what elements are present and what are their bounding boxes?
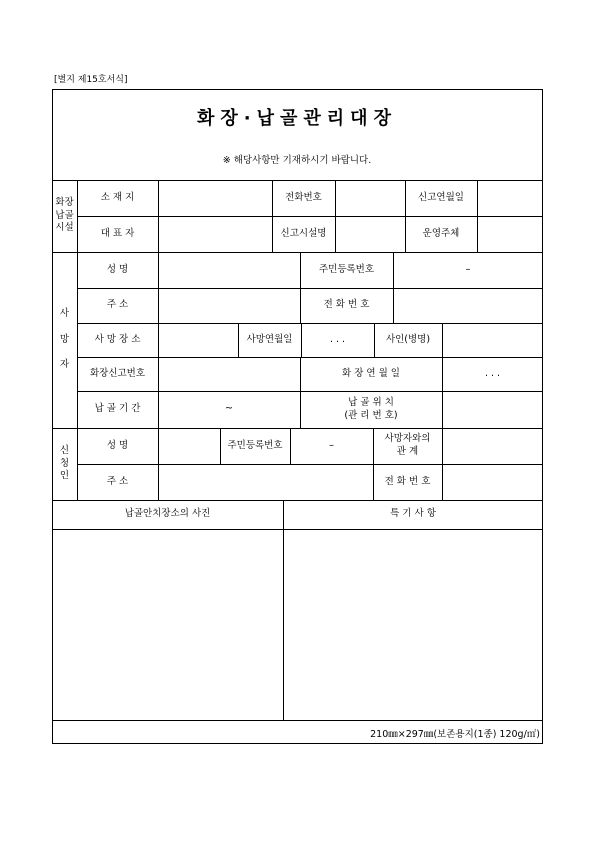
deceased-resident-no-dash: – [465, 263, 471, 275]
page-title: 화장·납골관리대장 [197, 108, 397, 129]
facility-phone-label: 전화번호 [285, 191, 322, 203]
applicant-phone-label: 전 화 번 호 [384, 475, 431, 487]
applicant-address-label: 주 소 [106, 475, 129, 487]
cremation-date-dots: . . . [484, 367, 501, 379]
applicant-resident-no-dash: – [329, 439, 334, 451]
photo-section-label: 납골안치장소의 사진 [124, 508, 211, 520]
facility-operator-label: 운영주체 [422, 227, 460, 239]
enshrine-period-label: 납 골 기 간 [94, 403, 141, 415]
applicant-group-label: 신 청 인 [59, 444, 70, 482]
form-number: [별지 제15호서식] [54, 75, 128, 85]
paper-spec-footer: 210㎜×297㎜(보존용지(1종) 120g/㎡) [370, 729, 540, 740]
death-date-label: 사망연월일 [246, 333, 293, 345]
facility-representative-label: 대 표 자 [100, 227, 135, 239]
facility-group-label: 화장 납골 시설 [55, 196, 74, 234]
death-cause-label: 사인(병명) [385, 333, 431, 345]
deceased-address-label: 주 소 [106, 299, 129, 311]
instruction-note: ※ 해당사항만 기재하시기 바랍니다. [222, 155, 372, 166]
death-date-dots: . . . [329, 333, 346, 345]
enshrine-location-label: 납 골 위 치 (관 리 번 호) [344, 396, 398, 421]
facility-name-label: 신고시설명 [280, 227, 327, 239]
facility-location-label: 소 재 지 [100, 191, 135, 203]
cremation-report-no-label: 화장신고번호 [89, 367, 146, 379]
deceased-name-label: 성 명 [106, 263, 129, 275]
cremation-date-label: 화 장 연 월 일 [342, 367, 400, 379]
deceased-group-label: 사 망 자 [59, 307, 70, 371]
applicant-name-label: 성 명 [106, 439, 129, 451]
enshrine-period-tilde: ~ [225, 403, 233, 415]
remarks-section-label: 특 기 사 항 [390, 508, 436, 520]
facility-report-date-label: 신고연월일 [418, 191, 464, 203]
death-place-label: 사 망 장 소 [94, 333, 141, 345]
applicant-relation-label: 사망자와의 관 계 [384, 433, 431, 457]
applicant-resident-no-label: 주민등록번호 [227, 439, 283, 451]
deceased-resident-no-label: 주민등록번호 [318, 263, 375, 275]
deceased-phone-label: 전 화 번 호 [323, 299, 370, 311]
